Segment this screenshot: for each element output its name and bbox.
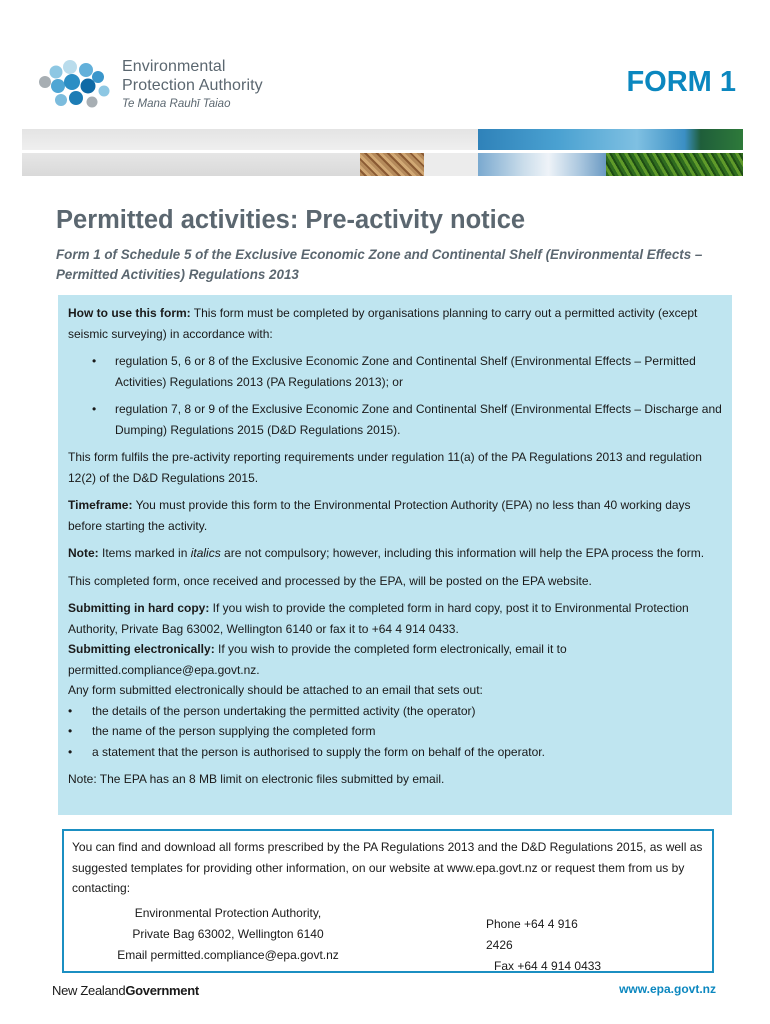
email-intro: Any form submitted electronically should be attached to an email that sets out:	[68, 683, 483, 697]
contact-fax: Fax +64 4 914 0433	[494, 959, 602, 973]
bullet-text: regulation 7, 8 or 9 of the Exclusive Economic Zone and Continental Shelf (Environmental Effects – Discharge and Dumping) Regulations 2015 (D&D Regulations 2015).	[115, 402, 722, 437]
banner-stone-image	[360, 153, 424, 176]
bullet-text: the details of the person undertaking the permitted activity (the operator)	[92, 703, 476, 718]
nz-gov-text-2: Government	[125, 983, 199, 998]
bullet-text: regulation 5, 6 or 8 of the Exclusive Economic Zone and Continental Shelf (Environmental Effects – Permitted Activities) Regulations 2013 (PA Regulations 2013); or	[115, 354, 696, 389]
banner-grey-band-bottom	[22, 153, 360, 176]
nz-gov-text-1: New Zealand	[52, 983, 126, 998]
how-to-use-text: This form must be completed by organisations planning to carry out a permitted activity (except seismic surveying) in accordance with:	[68, 306, 698, 341]
page-title: Permitted activities: Pre-activity notice	[56, 206, 526, 234]
electronic-paragraph	[68, 639, 722, 680]
note-text-1: Items marked in	[98, 546, 191, 560]
bullet-icon: •	[92, 354, 97, 368]
size-note: Note: The EPA has an 8 MB limit on electronic files submitted by email.	[68, 772, 445, 786]
logo-line-1: Environmental	[122, 58, 226, 75]
bullet-icon: •	[68, 724, 73, 738]
address-email: Email permitted.compliance@epa.govt.nz	[117, 948, 339, 962]
timeframe-paragraph	[68, 495, 722, 536]
website-link[interactable]: www.epa.govt.nz	[619, 982, 716, 996]
banner-sky-image	[478, 129, 743, 150]
timeframe-label: Timeframe:	[68, 498, 133, 512]
note-label: Note:	[68, 546, 99, 560]
contact-intro: You can find and download all forms prescribed by the PA Regulations 2013 and the D&D Regulations 2015, as well as suggested templates for providing other information, on our website at www.epa.govt.nz or request them from us by contacting:	[72, 840, 703, 895]
how-to-use-label: How to use this form:	[68, 306, 191, 320]
electronic-label: Submitting electronically:	[68, 642, 215, 656]
fulfils-paragraph: This form fulfils the pre-activity reporting requirements under regulation 11(a) of the PA Regulations 2013 and regulation 12(2) of the D&D Regulations 2015.	[68, 450, 702, 485]
note-text-2: are not compulsory; however, including this information will help the EPA process the form.	[220, 546, 705, 560]
banner-fern-image	[606, 153, 743, 176]
bullet-text: a statement that the person is authorised to supply the form on behalf of the operator.	[92, 744, 545, 759]
how-to-use-paragraph	[68, 303, 722, 344]
header-banner	[22, 129, 743, 176]
bullet-icon: •	[68, 744, 73, 759]
contact-address	[108, 903, 348, 966]
posted-paragraph: This completed form, once received and processed by the EPA, will be posted on the EPA website.	[68, 573, 592, 588]
logo-line-2: Protection Authority	[122, 77, 263, 94]
logo-text	[122, 57, 263, 112]
nz-government-logo	[52, 983, 199, 998]
bullet-icon: •	[92, 402, 97, 416]
epa-logo	[36, 55, 296, 125]
email-bullet	[68, 701, 722, 722]
regulation-bullet-pa	[68, 351, 722, 392]
logo-line-3: Te Mana Rauhī Taiao	[122, 98, 231, 110]
note-paragraph	[68, 543, 722, 564]
hardcopy-text: If you wish to provide the completed form in hard copy, post it to Environmental Protection Authority, Private Bag 63002, Wellington 6140 or fax it to +64 4 914 0433.	[68, 601, 689, 636]
contact-phone-fax	[486, 914, 606, 977]
regulation-bullet-dd	[68, 399, 722, 440]
note-italic: italics	[190, 546, 221, 560]
banner-gap	[424, 153, 478, 176]
how-to-use-box	[58, 295, 732, 815]
bullet-icon: •	[68, 703, 73, 718]
address-line-1: Environmental Protection Authority,	[134, 906, 322, 920]
contact-phone: Phone +64 4 916 2426	[486, 917, 578, 952]
banner-grey-band-top	[22, 129, 478, 150]
page-subtitle: Form 1 of Schedule 5 of the Exclusive Economic Zone and Continental Shelf (Environmental Effects – Permitted Activities) Regulations 2013	[56, 247, 703, 282]
timeframe-text: You must provide this form to the Environmental Protection Authority (EPA) no less than 40 working days before starting the activity.	[68, 498, 691, 533]
banner-cloud-image	[478, 153, 606, 176]
email-bullet	[68, 742, 722, 763]
epa-dots-logo-icon	[36, 55, 116, 115]
form-number: FORM 1	[626, 66, 736, 98]
bullet-text: the name of the person supplying the completed form	[92, 724, 376, 738]
hardcopy-label: Submitting in hard copy:	[68, 601, 210, 615]
electronic-text: If you wish to provide the completed form electronically, email it to permitted.compliance@epa.govt.nz.	[68, 642, 567, 677]
address-line-2: Private Bag 63002, Wellington 6140	[132, 927, 324, 941]
hardcopy-paragraph	[68, 598, 722, 639]
contact-box	[62, 829, 714, 973]
email-bullet	[68, 721, 722, 742]
